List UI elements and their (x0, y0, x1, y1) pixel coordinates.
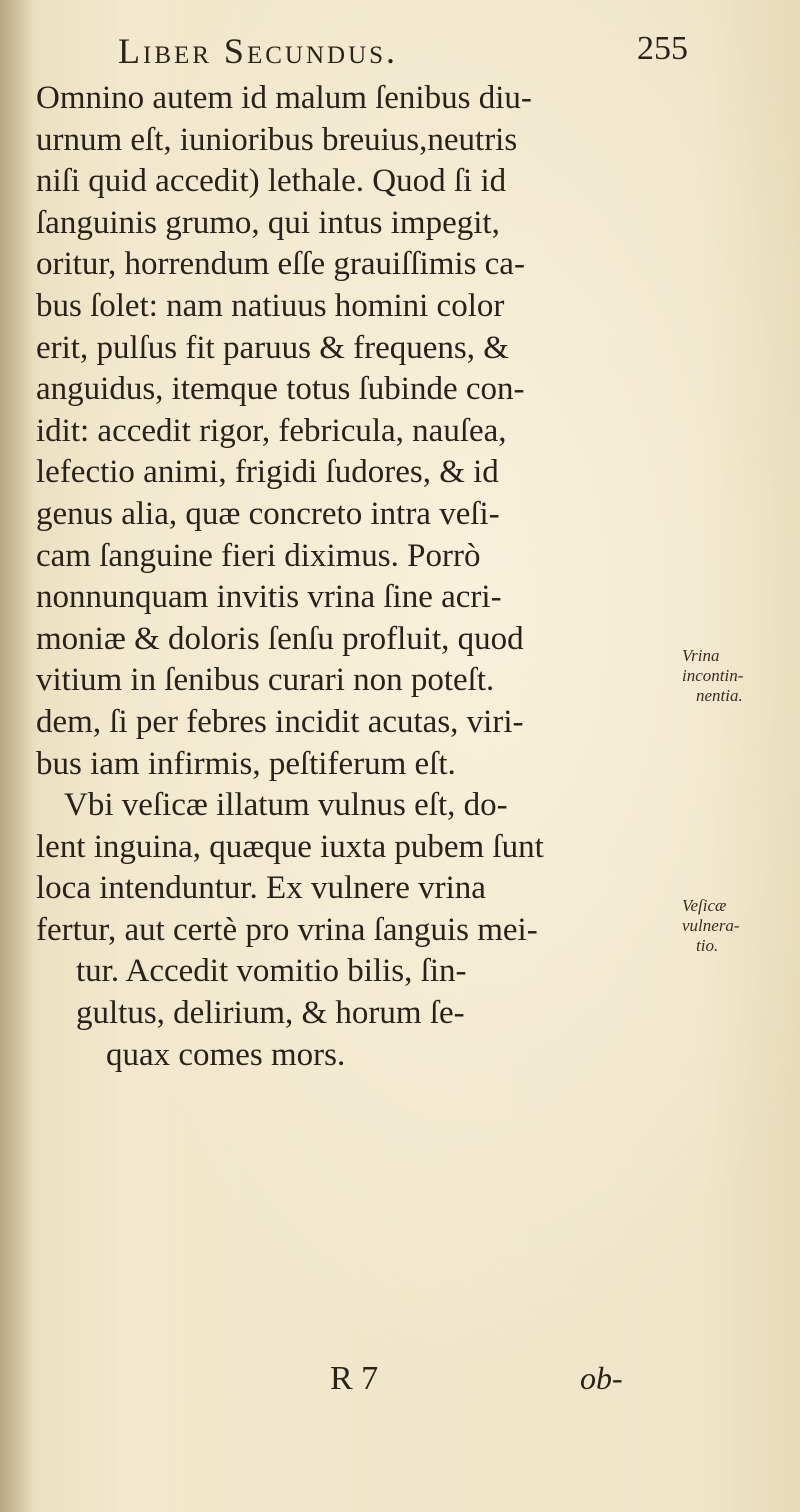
margin-note-line: nentia. (696, 686, 743, 705)
text-line: bus ſolet: nam natiuus homini color (36, 287, 505, 324)
text-line: bus iam infirmis, peſtiferum eſt. (36, 745, 456, 782)
text-line: urnum eſt, iunioribus breuius,neutris (36, 121, 518, 158)
page-number: 255 (637, 30, 688, 67)
text-line: lefectio animi, frigidi ſudores, & id (36, 454, 499, 491)
gutter-shadow (0, 0, 34, 1512)
text-line: fertur, aut certè pro vrina ſanguis mei- (36, 911, 538, 948)
text-line: idit: accedit rigor, febricula, nauſea, (36, 412, 507, 449)
body-text (36, 78, 656, 1076)
margin-note-line: Vrina (682, 646, 720, 665)
text-line: nonnunquam invitis vrina ſine acri- (36, 579, 502, 616)
page-footer (330, 1360, 670, 1410)
margin-note-line: vulnera- (682, 916, 740, 935)
text-line: niſi quid accedit) lethale. Quod ſi id (36, 163, 507, 200)
text-line: genus alia, quæ concreto intra veſi- (36, 495, 500, 532)
text-line: erit, pulſus fit paruus & frequens, & (36, 329, 509, 366)
text-line: cam ſanguine fieri diximus. Porrò (36, 537, 481, 574)
text-line: gultus, delirium, & horum ſe- (76, 995, 465, 1032)
text-line: loca intenduntur. Ex vulnere vrina (36, 870, 486, 907)
text-line: Omnino autem id malum ſenibus diu- (36, 80, 532, 116)
margin-note-vesicae (682, 896, 740, 956)
text-line: quax comes mors. (106, 1036, 346, 1073)
text-line: dem, ſi per febres incidit acutas, viri- (36, 703, 524, 740)
text-line: ſanguinis grumo, qui intus impegit, (36, 204, 500, 241)
margin-note-vrina (682, 646, 743, 706)
running-head (118, 30, 688, 78)
signature-mark: R 7 (330, 1360, 379, 1397)
margin-note-line: Veſicæ (682, 896, 727, 915)
text-line: tur. Accedit vomitio bilis, ſin- (76, 953, 467, 990)
running-head-title: Liber Secundus. (118, 31, 399, 71)
text-line: lent inguina, quæque iuxta pubem ſunt (36, 828, 544, 865)
margin-note-line: incontin- (682, 666, 744, 685)
catchword: ob- (580, 1360, 623, 1396)
text-line: Vbi veſicæ illatum vulnus eſt, do- (64, 787, 508, 824)
margin-note-line: tio. (696, 936, 719, 955)
text-line: oritur, horrendum eſſe grauiſſimis ca- (36, 246, 525, 283)
text-line: anguidus, itemque totus ſubinde con- (36, 371, 525, 408)
text-line: vitium in ſenibus curari non poteſt. (36, 662, 495, 699)
text-line: moniæ & doloris ſenſu profluit, quod (36, 620, 524, 657)
